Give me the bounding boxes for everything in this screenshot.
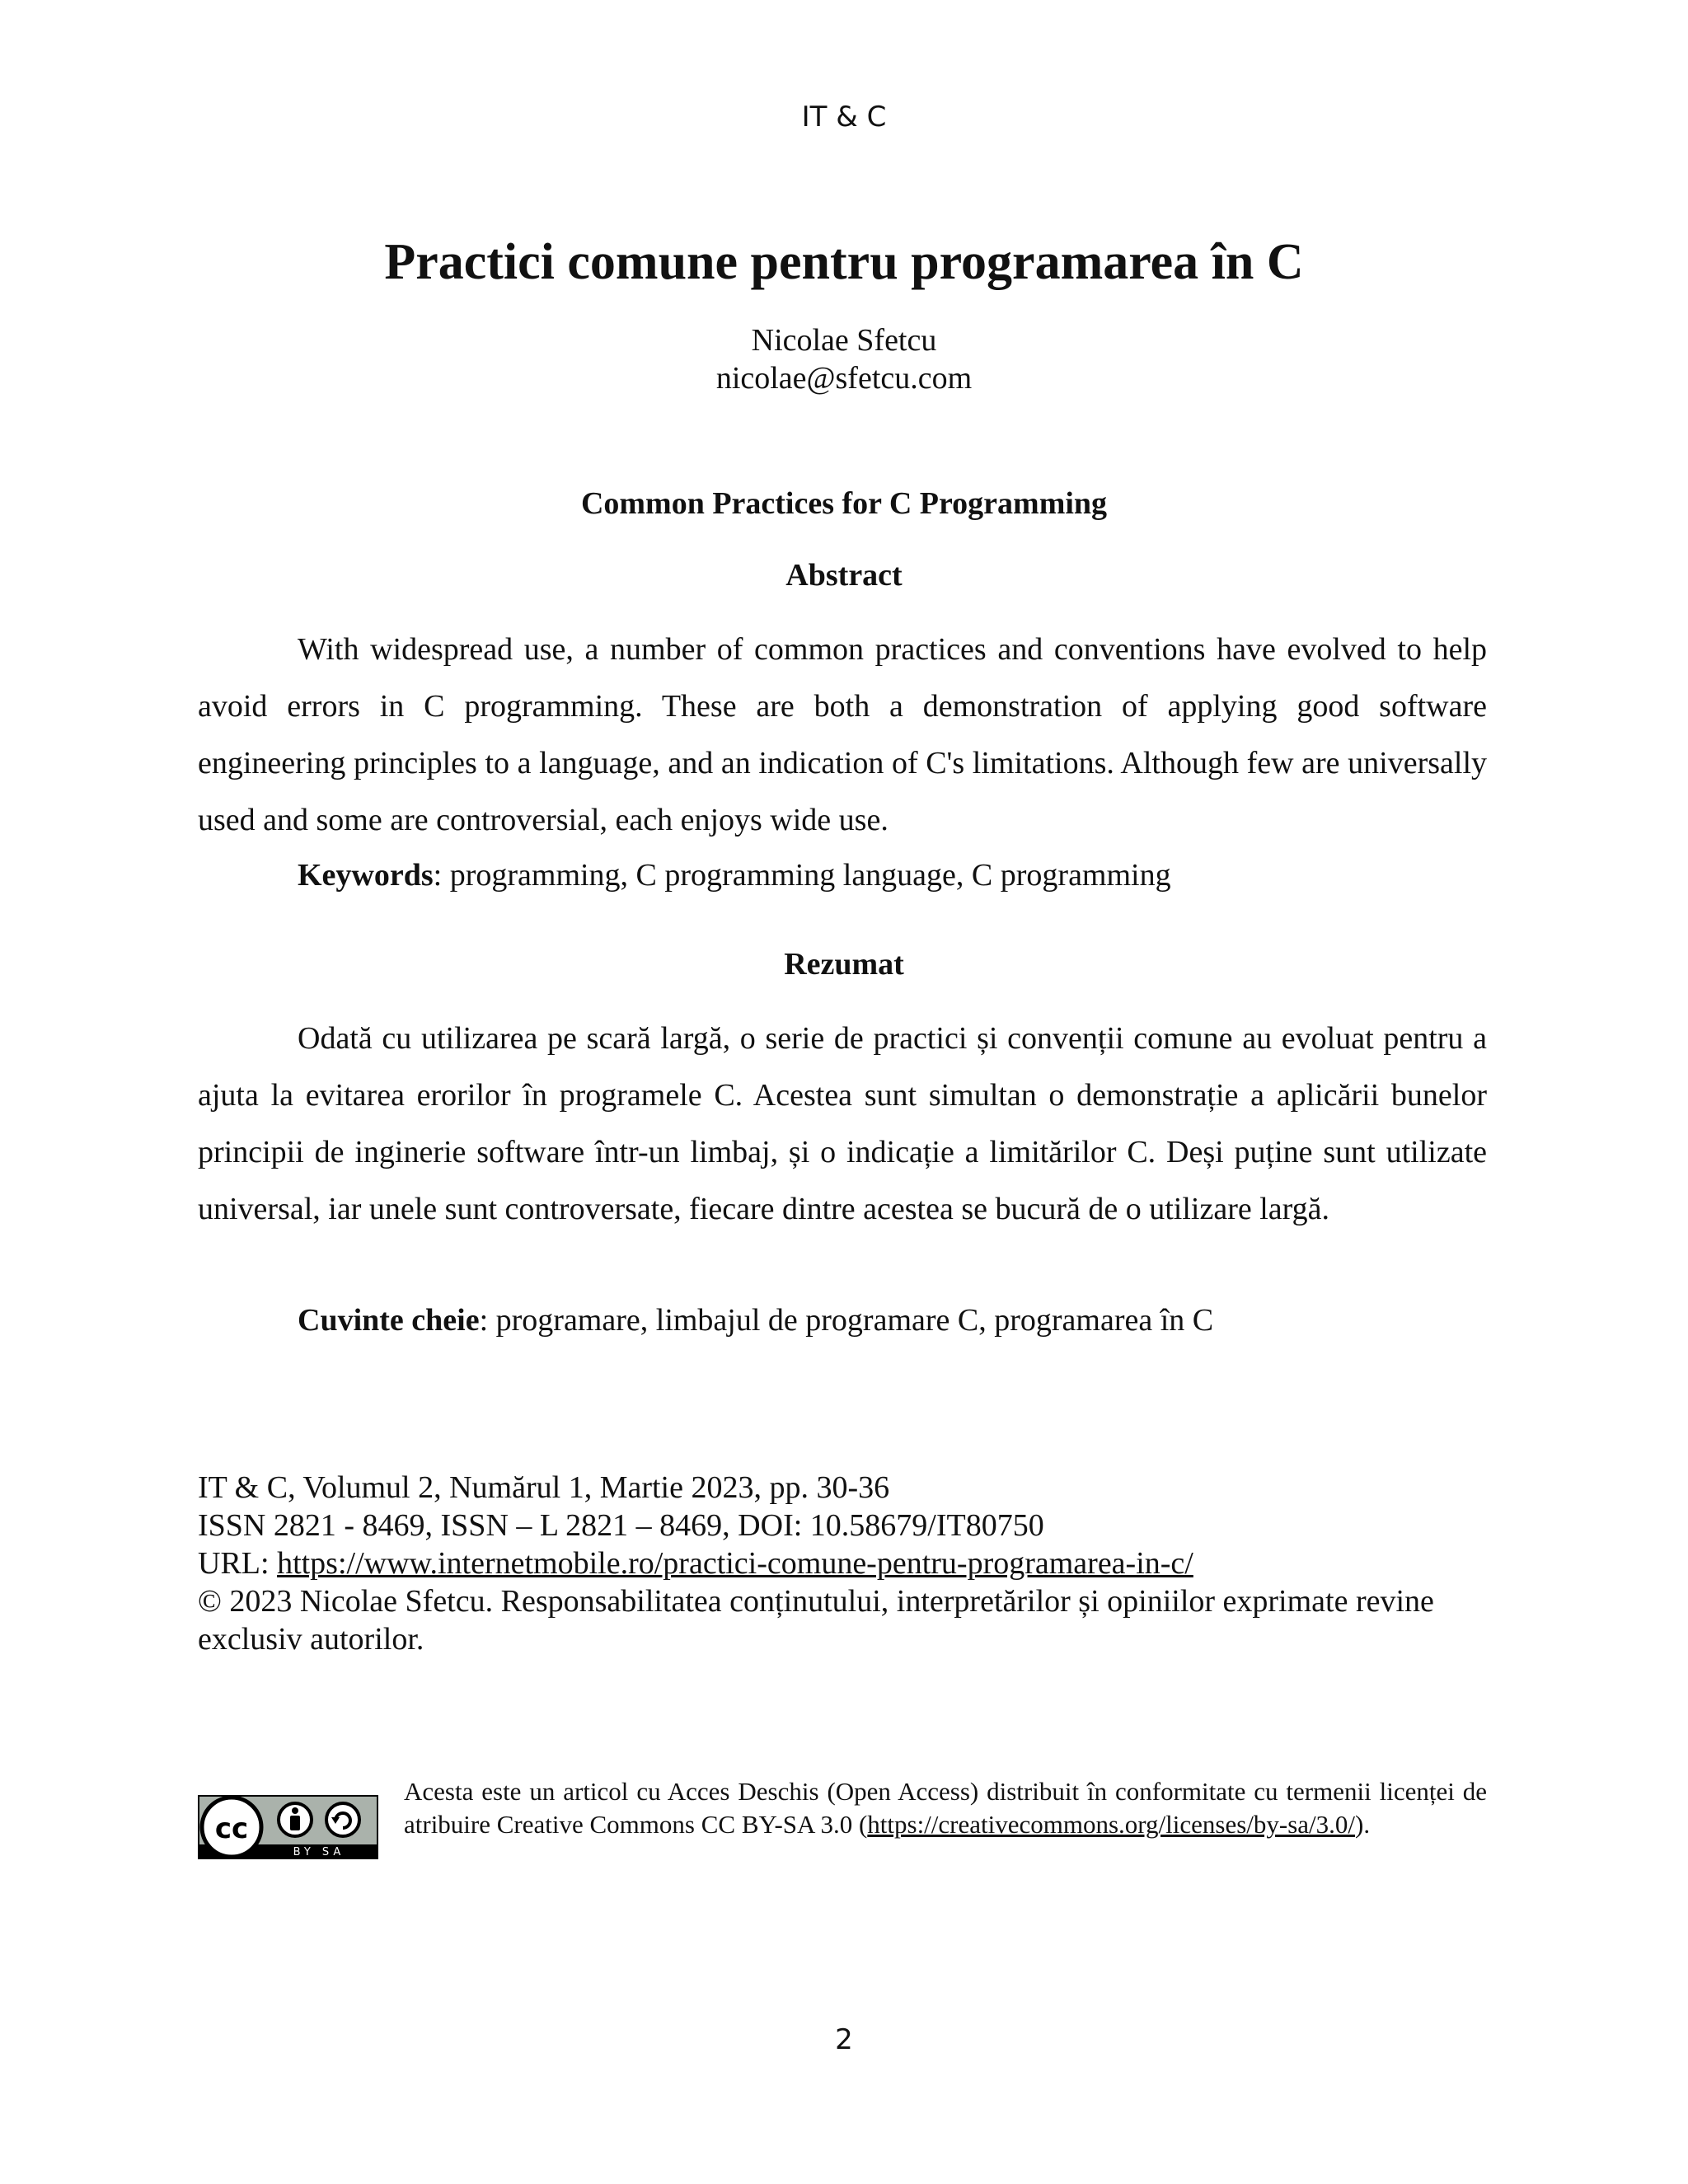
author-block [0,321,1688,397]
license-text-before: Acesta este un articol cu Acces Deschis (Open Access) distribuit în conformitate cu termenii licenței de atribuire Creative Commons CC BY-SA 3.0 ( [404,1777,1487,1839]
badge-text: BY SA [293,1846,345,1858]
cuvinte-cheie-label: Cuvinte cheie [298,1303,480,1338]
keywords-line [298,847,1487,904]
copyright-line: © 2023 Nicolae Sfetcu. Responsabilitatea conținutului, interpretărilor și opiniilor exprimate revine exclusiv autorilor. [198,1584,1434,1657]
cc-by-sa-badge-icon [198,1795,378,1859]
keywords-label: Keywords [298,858,434,893]
license-text-after: ). [1355,1810,1371,1839]
running-header: IT & C [801,101,887,134]
abstract-text: With widespread use, a number of common practices and conventions have evolved to help avoid errors in C programming. These are both a demonstration of applying good software engineering principles to a language, and an indication of C's limitations. Although few are universally used and some are controversial, each enjoys wide use. [198,632,1487,837]
author-email: nicolae@sfetcu.com [715,361,973,396]
license-url-link[interactable]: https://creativecommons.org/licenses/by-sa/3.0/ [867,1810,1356,1839]
rezumat-text: Odată cu utilizarea pe scară largă, o serie de practici și convenții comune au evoluat pentru a ajuta la evitarea erorilor în programele C. Acestea sunt simultan o demonstrație a aplicării bunelor principii de inginerie software într-un limbaj, și o indicație a limitărilor C. Deși puține sunt utilizate universal, iar unele sunt controversate, fiecare dintre acestea se bucură de o utilizare largă. [198,1021,1487,1226]
url-line [198,1544,1487,1582]
svg-text:cc: cc [214,1812,249,1845]
keywords-list: : programming, C programming language, C programming [433,858,1171,893]
license-notice [404,1775,1487,1841]
article-title: Practici comune pentru programarea în C [384,234,1304,290]
journal-line: IT & C, Volumul 2, Numărul 1, Martie 2023, pp. 30-36 [198,1470,890,1505]
rezumat-heading: Rezumat [784,947,904,982]
page-number: 2 [835,2023,853,2056]
cuvinte-cheie-list: : programare, limbajul de programare C, programarea în C [479,1303,1214,1338]
article-url-link[interactable]: https://www.internetmobile.ro/practici-comune-pentru-programarea-in-c/ [277,1546,1193,1581]
citation-block [198,1469,1487,1658]
url-label: URL: [198,1546,278,1581]
issn-line: ISSN 2821 - 8469, ISSN – L 2821 – 8469, DOI: 10.58679/IT80750 [198,1508,1044,1543]
english-title: Common Practices for C Programming [580,486,1108,521]
cuvinte-cheie-line [298,1292,1487,1349]
author-name: Nicolae Sfetcu [751,323,937,358]
abstract-heading: Abstract [785,558,903,593]
